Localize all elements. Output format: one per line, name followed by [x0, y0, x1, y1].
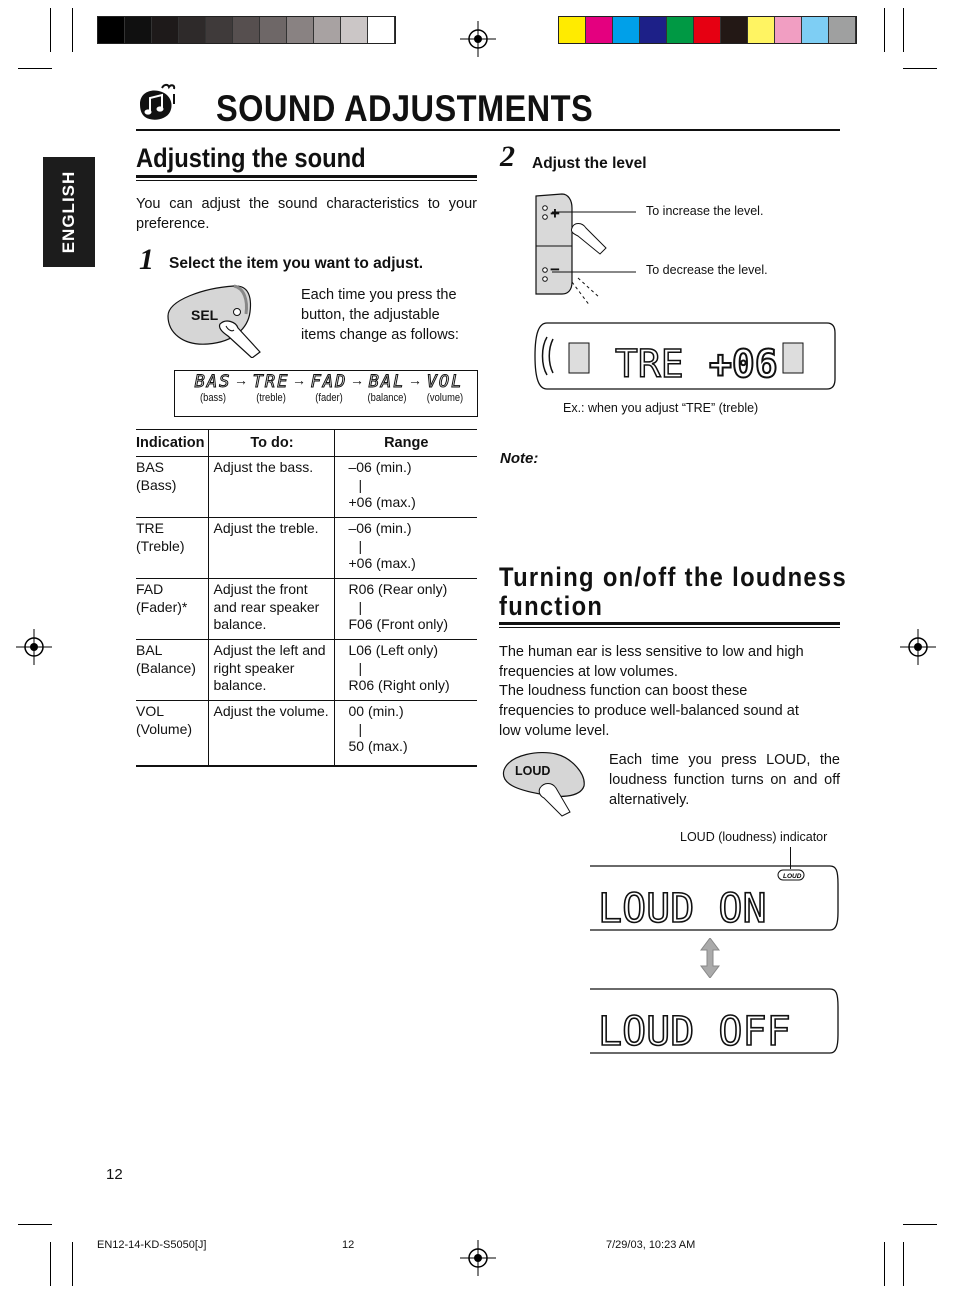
page-number: 12: [106, 1166, 123, 1183]
title-rule: [136, 129, 840, 131]
todo-cell: Adjust the treble.: [209, 518, 335, 579]
crop-mark: [18, 68, 52, 69]
range-cell: –06 (min.) | +06 (max.): [335, 457, 477, 518]
arrow-right-icon: →: [408, 372, 422, 388]
step-label: Select the item you want to adjust.: [169, 255, 424, 272]
footer-date: 7/29/03, 10:23 AM: [606, 1239, 696, 1251]
registration-mark-icon: [460, 21, 496, 57]
minus-sign: −: [550, 260, 560, 279]
table-header: Range: [335, 430, 477, 457]
range-cell: L06 (Left only) | R06 (Right only): [335, 640, 477, 701]
crop-mark: [884, 1242, 885, 1286]
loud-off-lcd-display: [590, 987, 842, 1055]
step-number: 1: [139, 243, 154, 276]
loud-button-label: LOUD: [515, 764, 551, 778]
loud-indicator-badge: LOUD: [783, 873, 802, 880]
crop-mark: [903, 8, 904, 52]
color-swatch: [179, 17, 206, 43]
crop-mark: [50, 8, 51, 52]
color-calibration-bar: [558, 16, 857, 44]
step-number: 2: [500, 140, 515, 173]
color-swatch: [287, 17, 314, 43]
sequence-display: TRE: [252, 372, 290, 392]
increase-label: To increase the level.: [646, 204, 764, 218]
range-cell: R06 (Rear only) | F06 (Front only): [335, 579, 477, 640]
sequence-row: [178, 372, 474, 414]
indicator-label: LOUD (loudness) indicator: [680, 830, 828, 844]
loud-intro-2: The loudness function can boost these frequencies to produce well-balanced sound at low volume level.: [499, 683, 799, 739]
color-swatch: [802, 17, 829, 43]
color-swatch: [829, 17, 856, 43]
crop-mark: [903, 68, 937, 69]
level-buttons-illustration: [532, 190, 642, 310]
crop-mark: [50, 1242, 51, 1286]
heading-rule: [136, 180, 477, 181]
plus-sign: +: [550, 204, 560, 223]
color-swatch: [748, 17, 775, 43]
indication-cell: BAL (Balance): [136, 640, 209, 701]
step1-description: Each time you press the button, the adjustable items change as follows:: [301, 287, 459, 343]
color-swatch: [98, 17, 125, 43]
color-swatch: [694, 17, 721, 43]
crop-mark: [884, 8, 885, 52]
footer-file: EN12-14-KD-S5050[J]: [97, 1239, 207, 1251]
sequence-caption: (treble): [256, 392, 286, 404]
todo-cell: Adjust the volume.: [209, 701, 335, 767]
color-swatch: [368, 17, 395, 43]
table-header: Indication: [136, 430, 209, 457]
music-note-icon: [134, 82, 180, 124]
sequence-display: VOL: [426, 372, 464, 392]
loud-description: Each time you press LOUD, the loudness function turns on and off alternatively.: [609, 752, 840, 808]
color-swatch: [314, 17, 341, 43]
tre-lcd-display: [533, 321, 837, 391]
color-swatch: [260, 17, 287, 43]
language-tab: [43, 157, 95, 267]
loud-button-illustration: [500, 748, 592, 818]
color-swatch: [721, 17, 748, 43]
crop-mark: [18, 1224, 52, 1225]
lcd-text: TRE: [615, 342, 684, 386]
color-swatch: [341, 17, 368, 43]
todo-cell: Adjust the left and right speaker balance.: [209, 640, 335, 701]
color-swatch: [125, 17, 152, 43]
step-label: Adjust the level: [532, 155, 647, 172]
sequence-item: [248, 372, 294, 404]
indication-cell: TRE (Treble): [136, 518, 209, 579]
table-row: [136, 457, 477, 518]
sequence-item: [190, 372, 236, 404]
range-cell: 00 (min.) | 50 (max.): [335, 701, 477, 767]
sequence-caption: (volume): [426, 392, 464, 404]
heading-rule: [136, 175, 477, 178]
note-label: Note:: [500, 450, 539, 467]
loud-intro: The human ear is less sensitive to low and high frequencies at low volumes.: [499, 644, 804, 680]
range-cell: –06 (min.) | +06 (max.): [335, 518, 477, 579]
section-heading-loudness-2: function: [499, 591, 604, 621]
lcd-value: +06: [709, 342, 778, 386]
arrow-right-icon: →: [234, 372, 248, 388]
registration-mark-icon: [900, 629, 936, 665]
arrow-right-icon: →: [350, 372, 364, 388]
decrease-label: To decrease the level.: [646, 263, 768, 277]
lcd-caption: Ex.: when you adjust “TRE” (treble): [563, 401, 759, 415]
color-swatch: [586, 17, 613, 43]
grayscale-calibration-bar: [97, 16, 396, 44]
color-swatch: [667, 17, 694, 43]
crop-mark: [903, 1242, 904, 1286]
adjust-intro: You can adjust the sound characteristics to your preference.: [136, 196, 477, 232]
sel-button-illustration: [164, 282, 280, 358]
lcd-text: LOUD ON: [598, 886, 767, 932]
crop-mark: [72, 8, 73, 52]
sequence-item: [364, 372, 410, 404]
indication-cell: FAD (Fader)*: [136, 579, 209, 640]
color-swatch: [206, 17, 233, 43]
table-row: [136, 701, 477, 767]
sequence-caption: (fader): [315, 392, 343, 404]
sequence-display: BAS: [194, 372, 232, 392]
sel-button-label: SEL: [191, 307, 219, 323]
section-heading-loudness: Turning on/off the loudness: [499, 562, 848, 592]
double-arrow-icon: [700, 938, 720, 978]
sequence-item: [306, 372, 352, 404]
arrow-right-icon: →: [292, 372, 306, 388]
crop-mark: [903, 1224, 937, 1225]
adjustment-table: [136, 429, 477, 767]
color-swatch: [233, 17, 260, 43]
color-swatch: [152, 17, 179, 43]
table-header: To do:: [209, 430, 335, 457]
table-row: [136, 640, 477, 701]
todo-cell: Adjust the bass.: [209, 457, 335, 518]
sequence-display: BAL: [368, 372, 406, 392]
table-row: [136, 518, 477, 579]
color-swatch: [613, 17, 640, 43]
page-title: SOUND ADJUSTMENTS: [216, 88, 594, 129]
todo-cell: Adjust the front and rear speaker balance.: [209, 579, 335, 640]
registration-mark-icon: [16, 629, 52, 665]
sequence-caption: (bass): [200, 392, 226, 404]
color-swatch: [559, 17, 586, 43]
language-tab-label: ENGLISH: [59, 170, 78, 254]
indication-cell: VOL (Volume): [136, 701, 209, 767]
color-swatch: [640, 17, 667, 43]
lcd-text: LOUD OFF: [598, 1009, 791, 1055]
section-heading-adjusting: Adjusting the sound: [136, 143, 366, 173]
table-row: [136, 579, 477, 640]
heading-rule: [499, 627, 840, 628]
sequence-display: FAD: [310, 372, 348, 392]
heading-rule: [499, 622, 840, 625]
sequence-item: [422, 372, 468, 404]
crop-mark: [72, 1242, 73, 1286]
registration-mark-icon: [460, 1240, 496, 1276]
footer-page: 12: [342, 1239, 355, 1251]
color-swatch: [775, 17, 802, 43]
loud-on-lcd-display: [590, 864, 842, 932]
indication-cell: BAS (Bass): [136, 457, 209, 518]
sequence-caption: (balance): [367, 392, 407, 404]
